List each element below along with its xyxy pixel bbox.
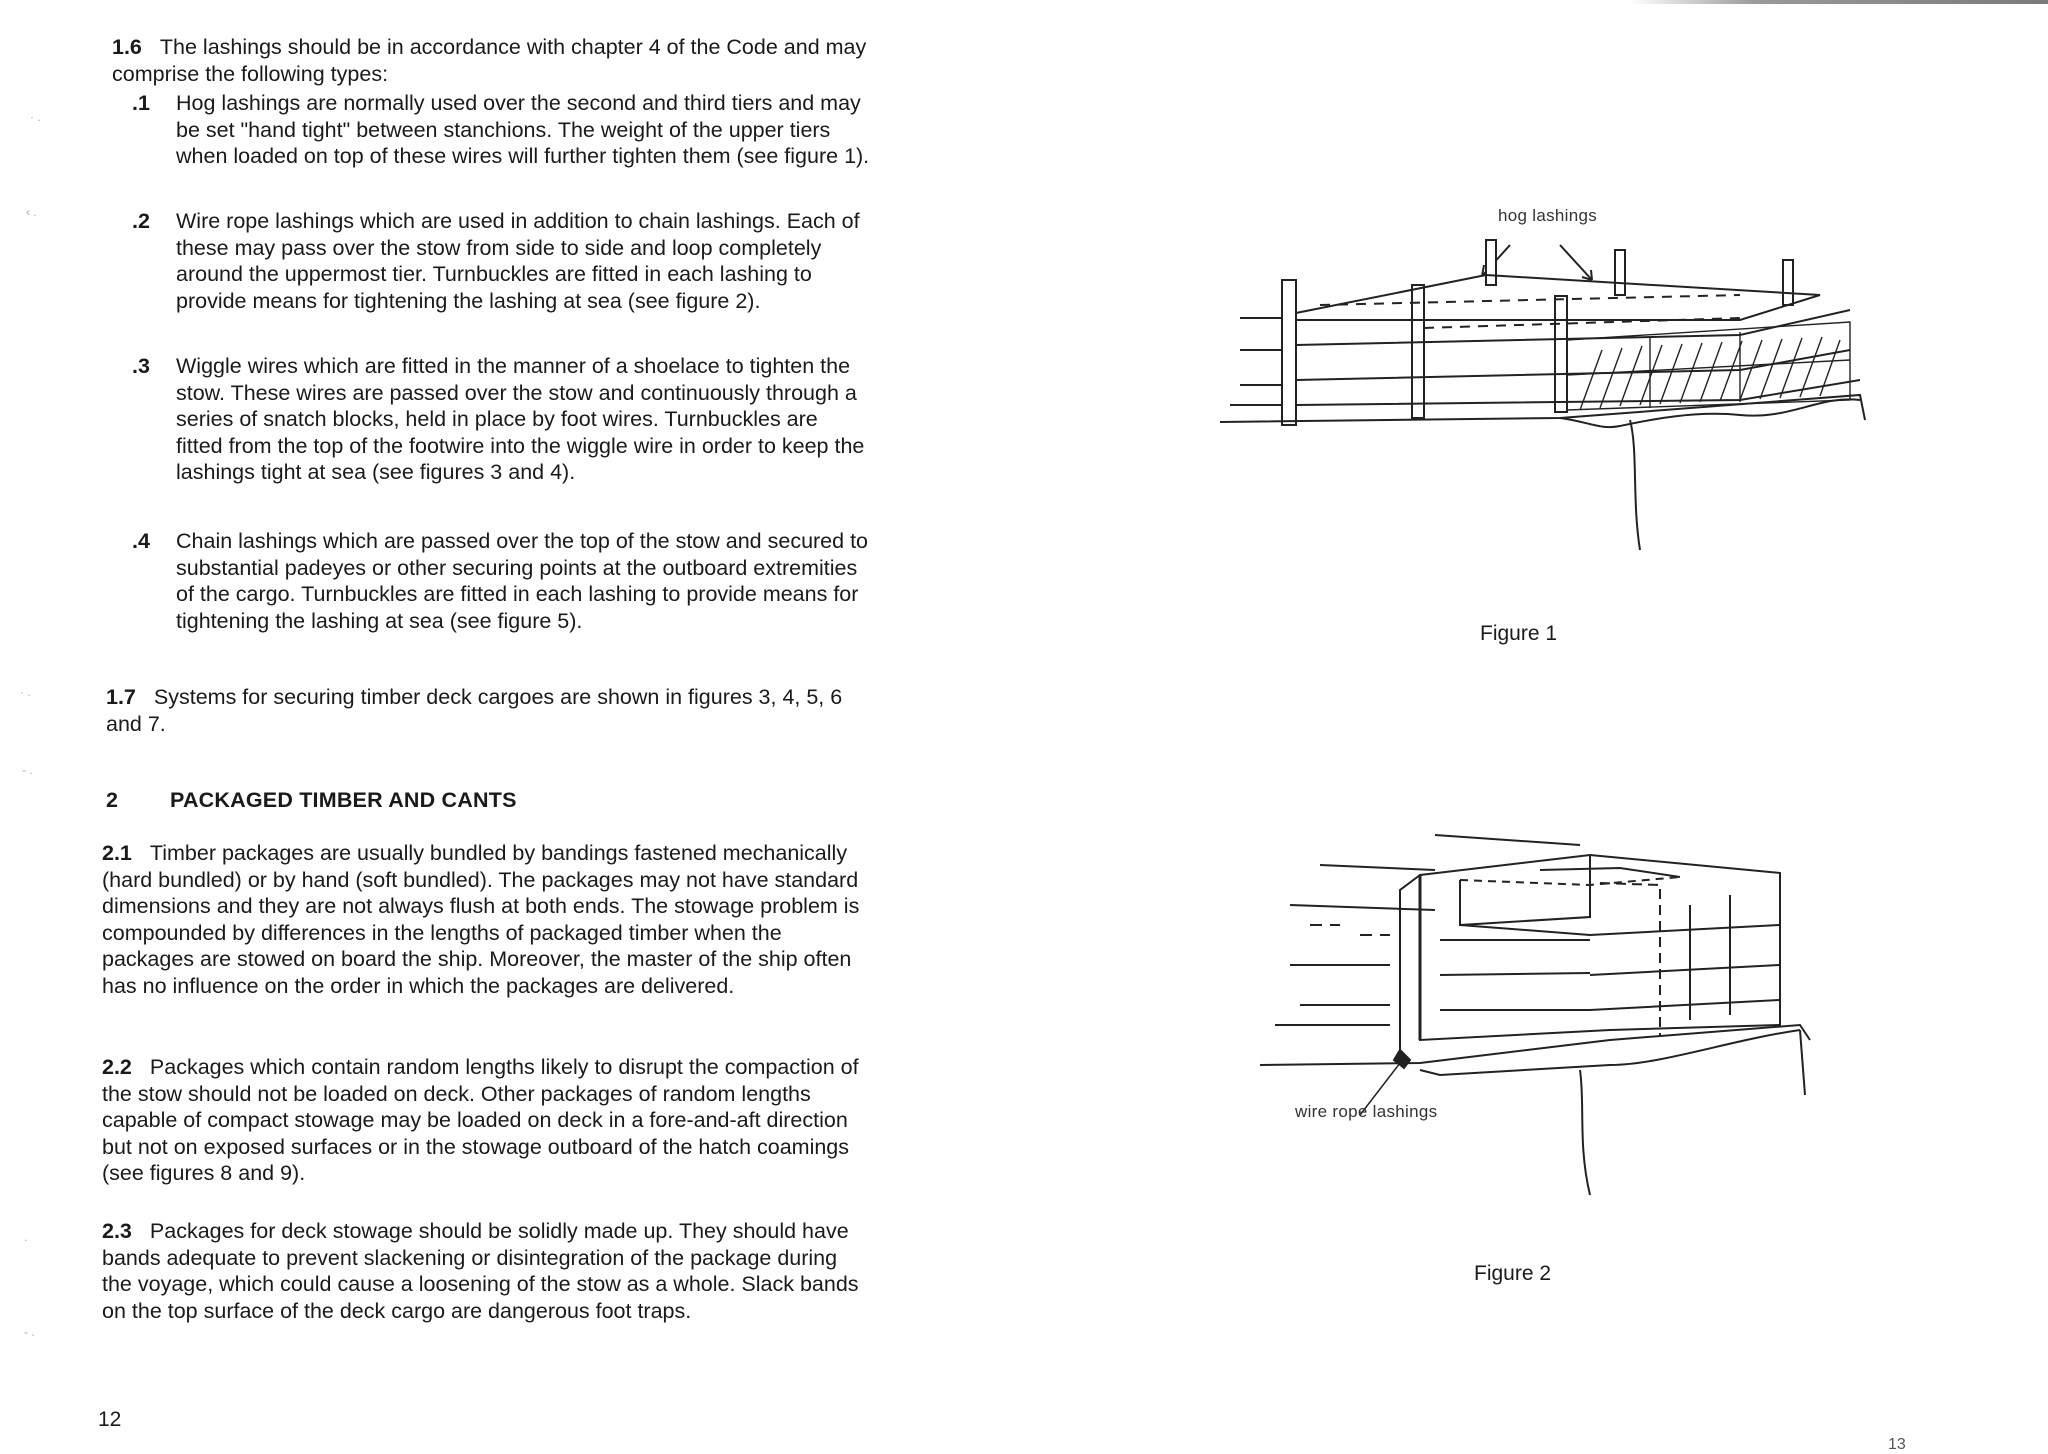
list-item-4 [132, 528, 870, 634]
item-text: Hog lashings are normally used over the second and third tiers and may be set "hand tight" between stanchions. The weight of the upper tiers when loaded on top of these wires will further tighten them (see figure 1). [176, 91, 870, 168]
paragraph-number: 1.7 [106, 685, 136, 709]
list-item-3 [132, 353, 870, 486]
paragraph-2-2 [102, 1054, 868, 1187]
section-heading [106, 788, 517, 813]
item-text: Chain lashings which are passed over the top of the stow and secured to substantial padeyes or other securing points at the outboard extremities of the cargo. Turnbuckles are fitted in each lashing to provide means for tightening the lashing at sea (see figure 5). [176, 529, 868, 633]
paragraph-text: Systems for securing timber deck cargoes are shown in figures 3, 4, 5, 6 and 7. [106, 685, 843, 736]
paragraph-2-3 [102, 1218, 868, 1324]
list-item-1 [132, 90, 870, 170]
section-number: 2 [106, 788, 119, 812]
paragraph-number: 2.3 [102, 1219, 132, 1243]
item-number: .2 [132, 209, 150, 233]
figure-2-label: wire rope lashings [1295, 1102, 1438, 1121]
paragraph-text: Timber packages are usually bundled by bandings fastened mechanically (hard bundled) or by hand (soft bundled). The packages may not have standard dimensions and they are not always flush at both ends. The stowage problem is compounded by differences in the lengths of packaged timber when the packages are stowed on board the ship. Moreover, the master of the ship often has no influence on the order in which the packages are delivered. [102, 841, 860, 998]
scan-speck: - . [24, 1325, 35, 1339]
section-title: PACKAGED TIMBER AND CANTS [170, 788, 517, 812]
paragraph-1-7 [106, 684, 870, 737]
item-text: Wire rope lashings which are used in addition to chain lashings. Each of these may pass over the stow from side to side and loop completely around the uppermost tier. Turnbuckles are fitted in each lashing to provide means for tightening the lashing at sea (see figure 2). [176, 209, 860, 313]
figure-1-label: hog lashings [1498, 206, 1598, 225]
scan-speck: - . [22, 763, 33, 777]
paragraph-1-6 [112, 34, 870, 87]
scan-speck: ‹ . [26, 205, 37, 219]
paragraph-text: The lashings should be in accordance with chapter 4 of the Code and may comprise the following types: [112, 35, 867, 86]
scan-speck: · . [20, 685, 31, 699]
list-item-2 [132, 208, 870, 314]
page-number-right: 13 [1888, 1436, 1906, 1453]
paragraph-text: Packages for deck stowage should be solidly made up. They should have bands adequate to prevent slackening or disintegration of the package during the voyage, which could cause a loosening of the stow as a whole. Slack bands on the top surface of the deck cargo are dangerous foot traps. [102, 1219, 859, 1323]
scan-speck: · . [30, 110, 41, 124]
item-text: Wiggle wires which are fitted in the manner of a shoelace to tighten the stow. These wires are passed over the stow and continuously through a series of snatch blocks, held in place by foot wires. Turnbuckles are fitted from the top of the footwire into the wiggle wire in order to keep the lashings tight at sea (see figures 3 and 4). [176, 354, 865, 484]
scan-edge-shadow [1630, 0, 2048, 4]
figure-2-drawing [1260, 825, 1820, 1215]
page-number-left: 12 [98, 1408, 122, 1431]
paragraph-2-1 [102, 840, 868, 999]
paragraph-number: 2.2 [102, 1055, 132, 1079]
figure-1-drawing [1220, 210, 1880, 570]
item-number: .4 [132, 529, 150, 553]
item-number: .1 [132, 91, 150, 115]
paragraph-text: Packages which contain random lengths likely to disrupt the compaction of the stow should not be loaded on deck. Other packages of random lengths capable of compact stowage may be loaded on deck in a fore-and-aft direction but not on exposed surfaces or in the stowage outboard of the hatch coamings (see figures 8 and 9). [102, 1055, 859, 1185]
item-number: .3 [132, 354, 150, 378]
figure-1-caption: Figure 1 [1480, 622, 1558, 645]
scan-speck: . [24, 1230, 28, 1244]
paragraph-number: 2.1 [102, 841, 132, 865]
figure-2-caption: Figure 2 [1474, 1262, 1552, 1285]
paragraph-number: 1.6 [112, 35, 142, 59]
